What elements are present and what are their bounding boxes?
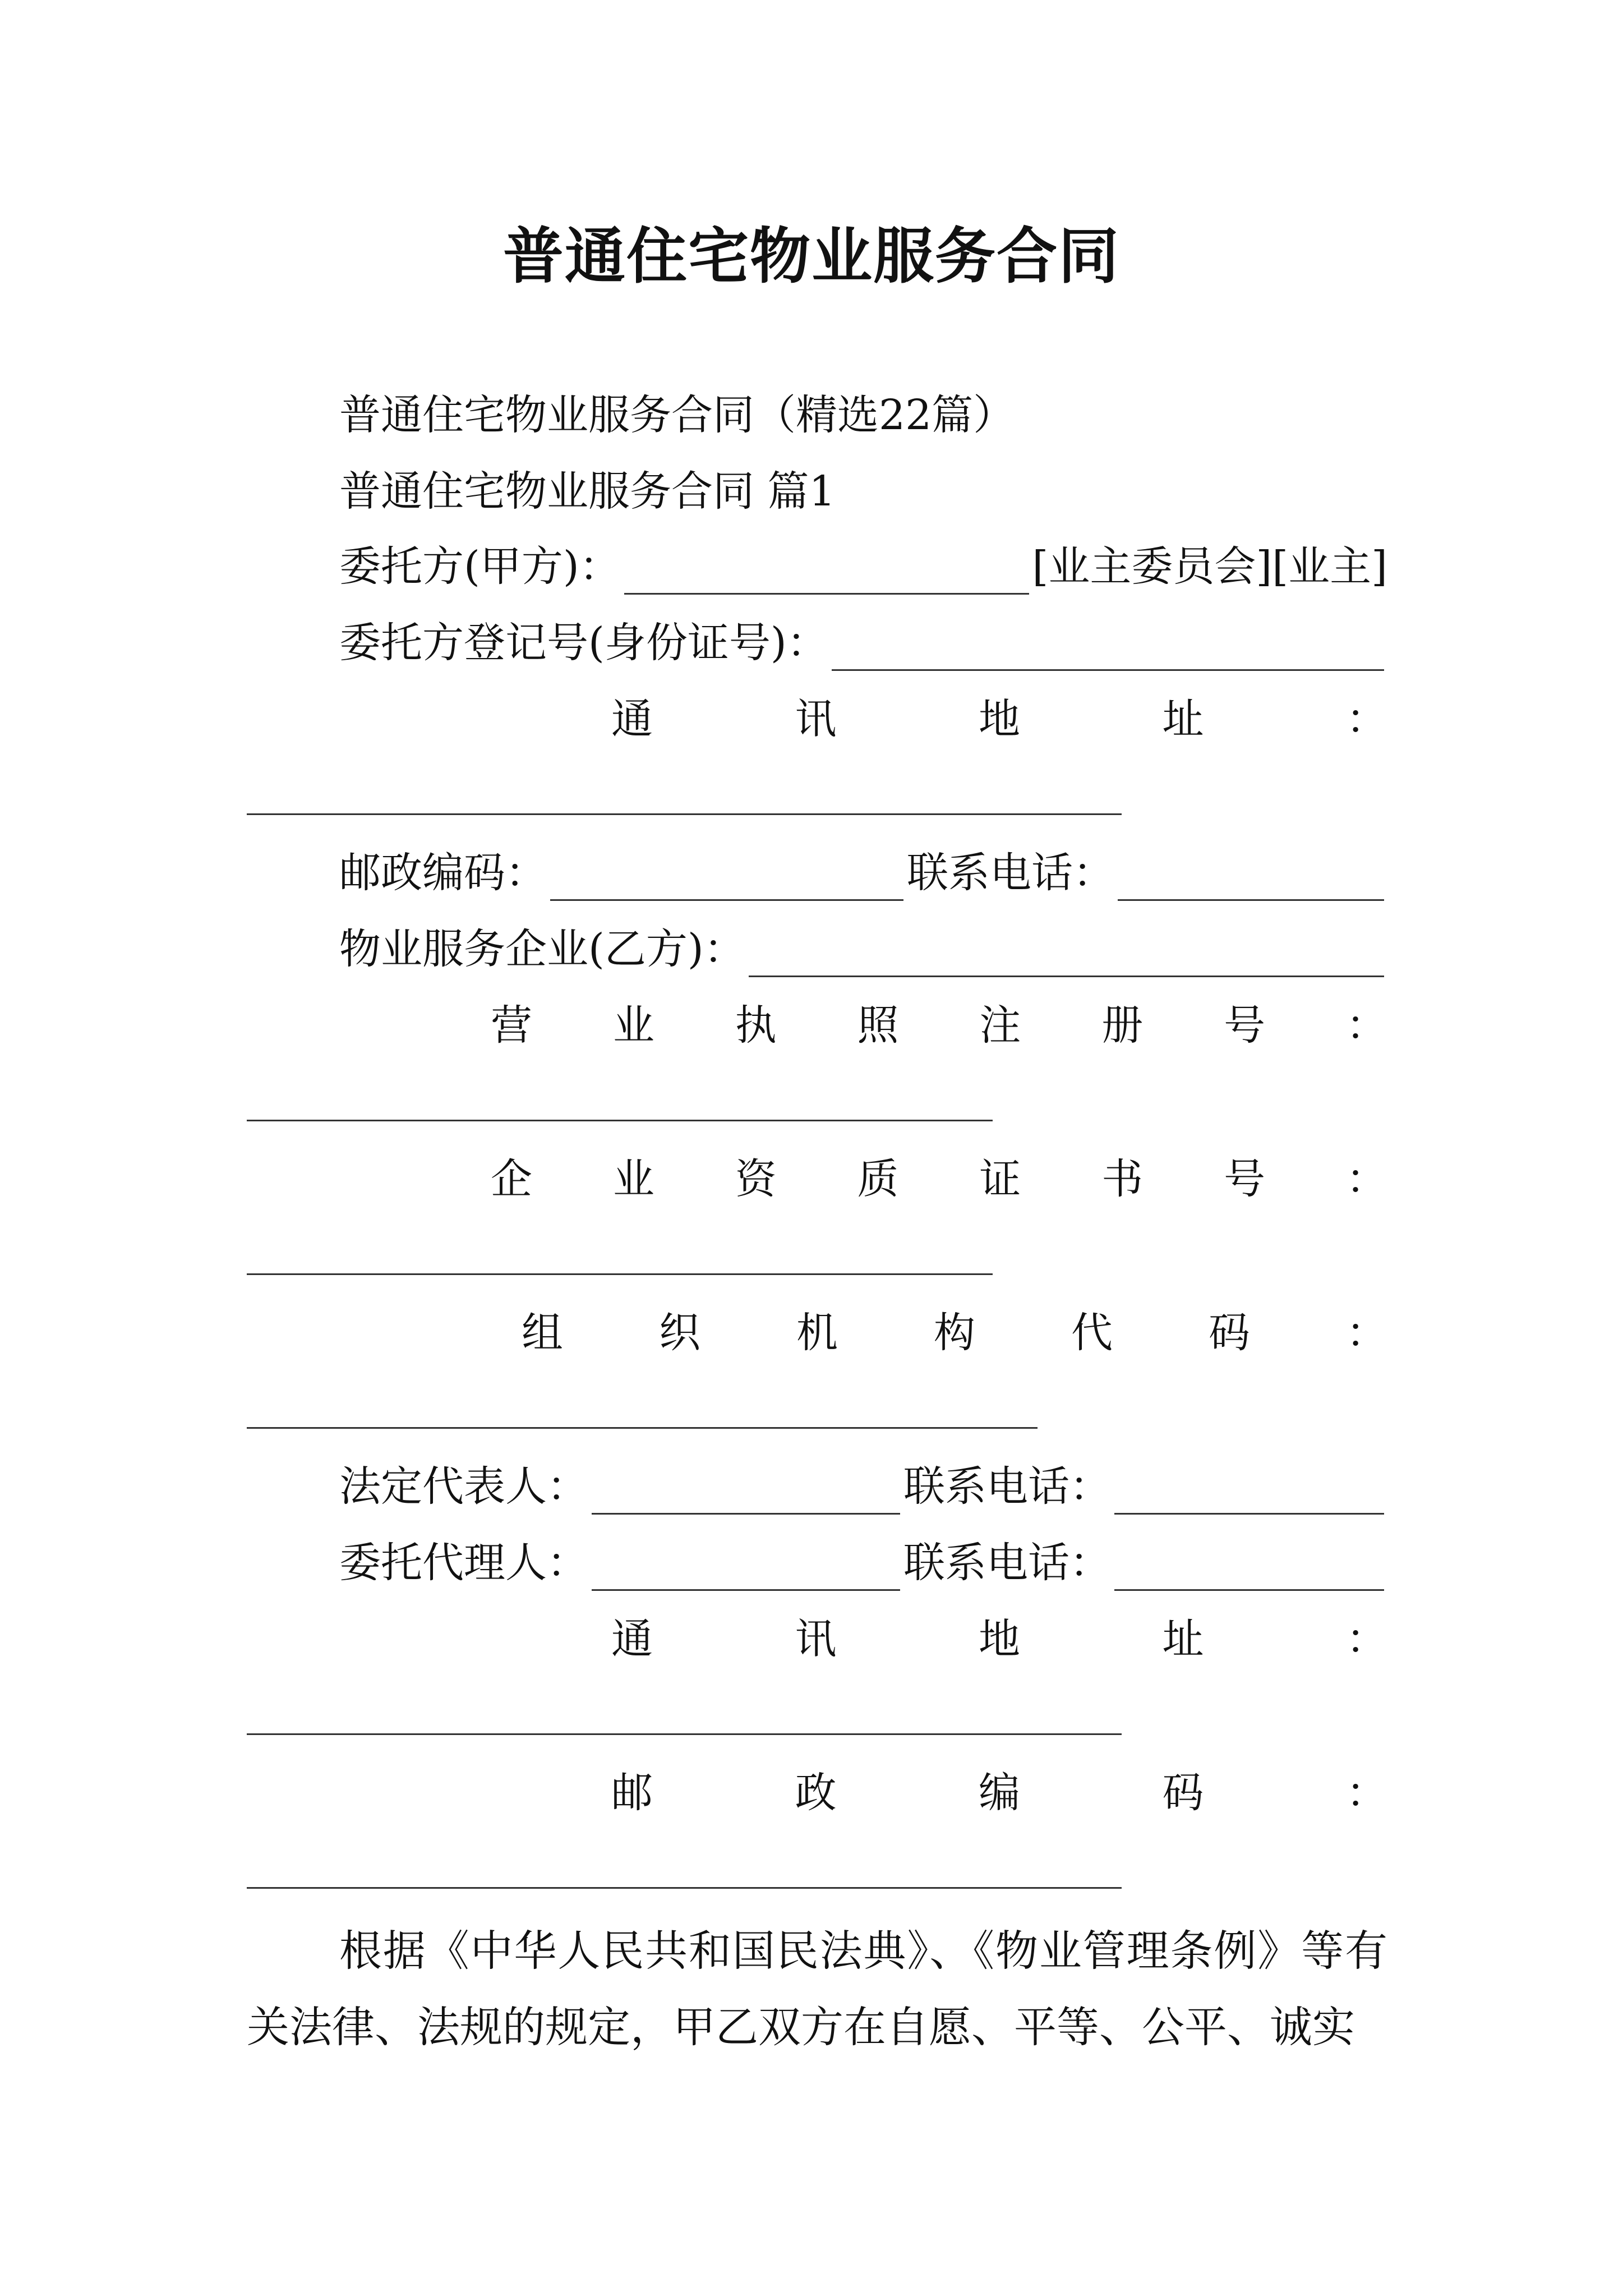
legal-rep-line	[339, 1458, 1387, 1515]
license-char: 照	[857, 1001, 899, 1050]
document-title: 普通住宅物业服务合同	[502, 222, 1120, 292]
party-a-phone-blank[interactable]	[1118, 858, 1384, 901]
agent-line	[339, 1535, 1387, 1591]
party-a-suffix: [业主委员会][业主]	[1032, 542, 1387, 591]
addr-char: 址	[1162, 695, 1204, 743]
license-char: 营	[491, 1001, 532, 1050]
party-a-phone-label: 联系电话：	[907, 849, 1114, 897]
postcode-char: 邮	[611, 1769, 653, 1817]
postcode-char: ：	[1346, 1769, 1387, 1817]
license-char: 册	[1101, 1001, 1144, 1050]
qual-char: 书	[1101, 1155, 1144, 1203]
org-char: 机	[796, 1309, 838, 1357]
license-char: 执	[735, 1001, 777, 1050]
addr-char: 通	[611, 695, 653, 743]
party-b-postcode-blank[interactable]	[247, 1887, 1122, 1889]
org-code-label	[522, 1305, 1387, 1361]
agent-phone-blank[interactable]	[1114, 1548, 1384, 1591]
party-a-postcode-blank[interactable]	[550, 858, 903, 901]
addr-char: 址	[1162, 1615, 1204, 1663]
org-char: 组	[522, 1309, 563, 1357]
addr-char: ：	[1346, 695, 1387, 743]
qual-char: 质	[857, 1155, 899, 1203]
party-a-reg-line	[339, 615, 1387, 671]
postcode-char: 编	[979, 1769, 1020, 1817]
addr-char: 通	[611, 1615, 653, 1663]
section-heading: 普通住宅物业服务合同 篇1	[339, 467, 836, 516]
license-char: 注	[979, 1001, 1021, 1050]
legal-rep-phone-blank[interactable]	[1114, 1471, 1384, 1515]
party-b-line	[339, 921, 1387, 977]
subtitle: 普通住宅物业服务合同（精选22篇）	[339, 391, 1015, 439]
license-char: ：	[1345, 1001, 1387, 1050]
qual-char: 证	[979, 1155, 1021, 1203]
party-a-reg-blank[interactable]	[832, 628, 1384, 671]
party-a-address-label	[611, 691, 1387, 747]
party-b-address-label	[611, 1611, 1387, 1667]
addr-char: 讯	[795, 695, 837, 743]
qual-char: 业	[612, 1155, 654, 1203]
agent-blank[interactable]	[592, 1548, 900, 1591]
body-paragraph: 根据《中华人民共和国民法典》、《物业管理条例》等有关法律、法规的规定，甲乙双方在自愿、平等、公平、诚实	[247, 1926, 1387, 2052]
org-code-blank[interactable]	[247, 1427, 1038, 1429]
agent-label: 委托代理人：	[339, 1539, 588, 1587]
party-a-name-blank[interactable]	[624, 551, 1029, 595]
party-a-address-blank[interactable]	[247, 813, 1122, 815]
org-char: ：	[1346, 1309, 1387, 1357]
party-b-address-blank[interactable]	[247, 1733, 1122, 1735]
party-a-postcode-label: 邮政编码：	[339, 849, 547, 897]
qual-char: 资	[735, 1155, 777, 1203]
addr-char: ：	[1346, 1615, 1387, 1663]
party-a-line	[339, 539, 1387, 595]
org-char: 码	[1209, 1309, 1250, 1357]
legal-rep-blank[interactable]	[592, 1471, 900, 1515]
qual-char: 企	[491, 1155, 532, 1203]
addr-char: 地	[979, 1615, 1020, 1663]
legal-rep-label: 法定代表人：	[339, 1462, 588, 1511]
postcode-char: 码	[1162, 1769, 1204, 1817]
license-blank[interactable]	[247, 1120, 993, 1121]
license-char: 号	[1224, 1001, 1266, 1050]
qualification-label	[491, 1151, 1387, 1207]
party-a-label: 委托方(甲方)：	[339, 542, 621, 591]
postcode-char: 政	[795, 1769, 837, 1817]
party-b-label: 物业服务企业(乙方)：	[339, 925, 745, 973]
qualification-blank[interactable]	[247, 1273, 993, 1275]
qual-char: 号	[1224, 1155, 1266, 1203]
party-b-name-blank[interactable]	[749, 934, 1384, 977]
legal-rep-phone-label: 联系电话：	[903, 1462, 1111, 1511]
party-a-reg-label: 委托方登记号(身份证号)：	[339, 619, 828, 667]
party-a-postcode-line	[339, 845, 1387, 901]
org-char: 代	[1071, 1309, 1113, 1357]
org-char: 构	[934, 1309, 975, 1357]
org-char: 织	[659, 1309, 700, 1357]
addr-char: 讯	[795, 1615, 837, 1663]
qual-char: ：	[1345, 1155, 1387, 1203]
license-char: 业	[612, 1001, 654, 1050]
license-label	[491, 997, 1387, 1053]
party-b-postcode-label	[611, 1765, 1387, 1821]
agent-phone-label: 联系电话：	[903, 1539, 1111, 1587]
addr-char: 地	[979, 695, 1020, 743]
